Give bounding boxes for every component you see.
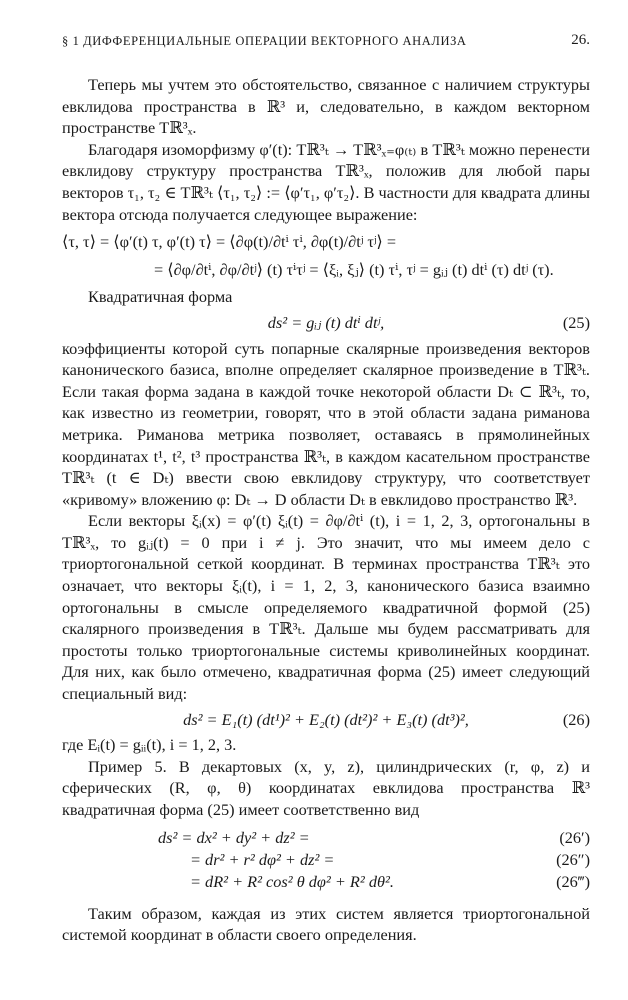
paragraph-5: Если векторы ξᵢ(x) = φ′(t) ξᵢ(t) = ∂φ/∂tⁱ (t), i = 1, 2, 3, ортогональны в Tℝ³ₓ, то gᵢⱼ(t) = 0 при i ≠ j. Это значит, что мы имеем дело с триортогональной сеткой координат. В терминах пространства Tℝ³ₜ это означает, что векторы ξᵢ(t), i = 1, 2, 3, канонического базиса взаимно ортогональны в смысле определяемого квадратичной формой (25) скалярного произведения в Tℝ³ₜ. Дальше мы будем рассматривать для простоты только триортогональные системы криволинейных координат. Для них, как было отмечено, квадратичная форма (25) имеет следующий специальный вид: (62, 511, 590, 704)
equation-26-double-prime (62, 849, 590, 871)
equation-26-triple-prime (62, 871, 590, 893)
paragraph-7: Пример 5. В декартовых (x, y, z), цилиндрических (r, φ, z) и сферических (R, φ, θ) координатах евклидова пространства ℝ³ квадратичная форма (25) имеет соответственно вид (62, 756, 590, 819)
equation-26-double-prime-number: (26″) (556, 849, 590, 869)
paragraph-1: Теперь мы учтем это обстоятельство, связанное с наличием структуры евклидова пространства в ℝ³ и, следовательно, в каждом векторном пространстве Tℝ³ₓ. (62, 75, 590, 138)
equation-26-number: (26) (562, 709, 590, 729)
page-number: 26. (571, 32, 590, 48)
running-head: § 1 ДИФФЕРЕНЦИАЛЬНЫЕ ОПЕРАЦИИ ВЕКТОРНОГО АНАЛИЗА (62, 34, 467, 48)
page-body (62, 74, 590, 946)
equation-26-body: ds² = E₁(t) (dt¹)² + E₂(t) (dt²)² + E₃(t) (dt³)², (183, 709, 469, 729)
equation-26-double-prime-body: = dr² + r² dφ² + dz² = (190, 849, 335, 869)
equation-25 (62, 312, 590, 334)
page-header (62, 34, 590, 56)
equation-26-prime-body: ds² = dx² + dy² + dz² = (158, 827, 310, 847)
equation-26-prime-number: (26′) (559, 827, 590, 847)
equation-set-26 (62, 827, 590, 893)
paragraph-4: коэффициенты которой суть попарные скалярные произведения векторов канонического базиса, вполне определяет скалярное произведение в Tℝ³ₜ. Если такая форма задана в каждой точке некоторой области Dₜ ⊂ ℝ³ₜ, то, как известно из геометрии, говорят, что в этой области задана римановa метрика. Риманова метрика позволяет, оставаясь в прямолинейных координатах t¹, t², t³ пространства ℝ³ₜ, в каждом касательном пространстве Tℝ³ₜ (t ∈ Dₜ) ввести свою евклидову структуру, что соответствует «кривому» вложению φ: Dₜ → D области Dₜ в евклидово пространство ℝ³. (62, 338, 590, 509)
equation-a-line-1: ⟨τ, τ⟩ = ⟨φ′(t) τ, φ′(t) τ⟩ = ⟨∂φ(t)/∂tⁱ τⁱ, ∂φ(t)/∂tʲ τʲ⟩ = (62, 232, 397, 252)
paragraph-8: Таким образом, каждая из этих систем является триортогональной системой координат в области своего определения. (62, 903, 590, 945)
paragraph-6: где Eᵢ(t) = gᵢᵢ(t), i = 1, 2, 3. (62, 735, 237, 755)
equation-a-line-2: = ⟨∂φ/∂tⁱ, ∂φ/∂tʲ⟩ (t) τⁱτʲ = ⟨ξᵢ, ξⱼ⟩ (t) τⁱ, τʲ = gᵢⱼ (t) dtⁱ (τ) dtʲ (τ). (154, 259, 554, 279)
equation-26-triple-prime-body: = dR² + R² cos² θ dφ² + R² dθ². (190, 871, 394, 891)
equation-25-body: ds² = gᵢⱼ (t) dtⁱ dtʲ, (267, 312, 385, 332)
equation-26 (62, 709, 590, 731)
equation-25-number: (25) (562, 312, 590, 332)
paragraph-2: Благодаря изоморфизму φ′(t): Tℝ³ₜ → Tℝ³ₓ₌φ₍ₜ₎ в Tℝ³ₜ можно перенести евклидову структуру пространства Tℝ³ₓ, положив для любой пары векторов τ₁, τ₂ ∈ Tℝ³ₜ ⟨τ₁, τ₂⟩ := ⟨φ′τ₁, φ′τ₂⟩. В частности для квадрата длины вектора отсюда получается следующее выражение: (62, 139, 590, 224)
equation-26-prime (62, 827, 590, 849)
paragraph-3: Квадратичная форма (88, 287, 233, 307)
equation-26-triple-prime-number: (26‴) (556, 871, 590, 891)
